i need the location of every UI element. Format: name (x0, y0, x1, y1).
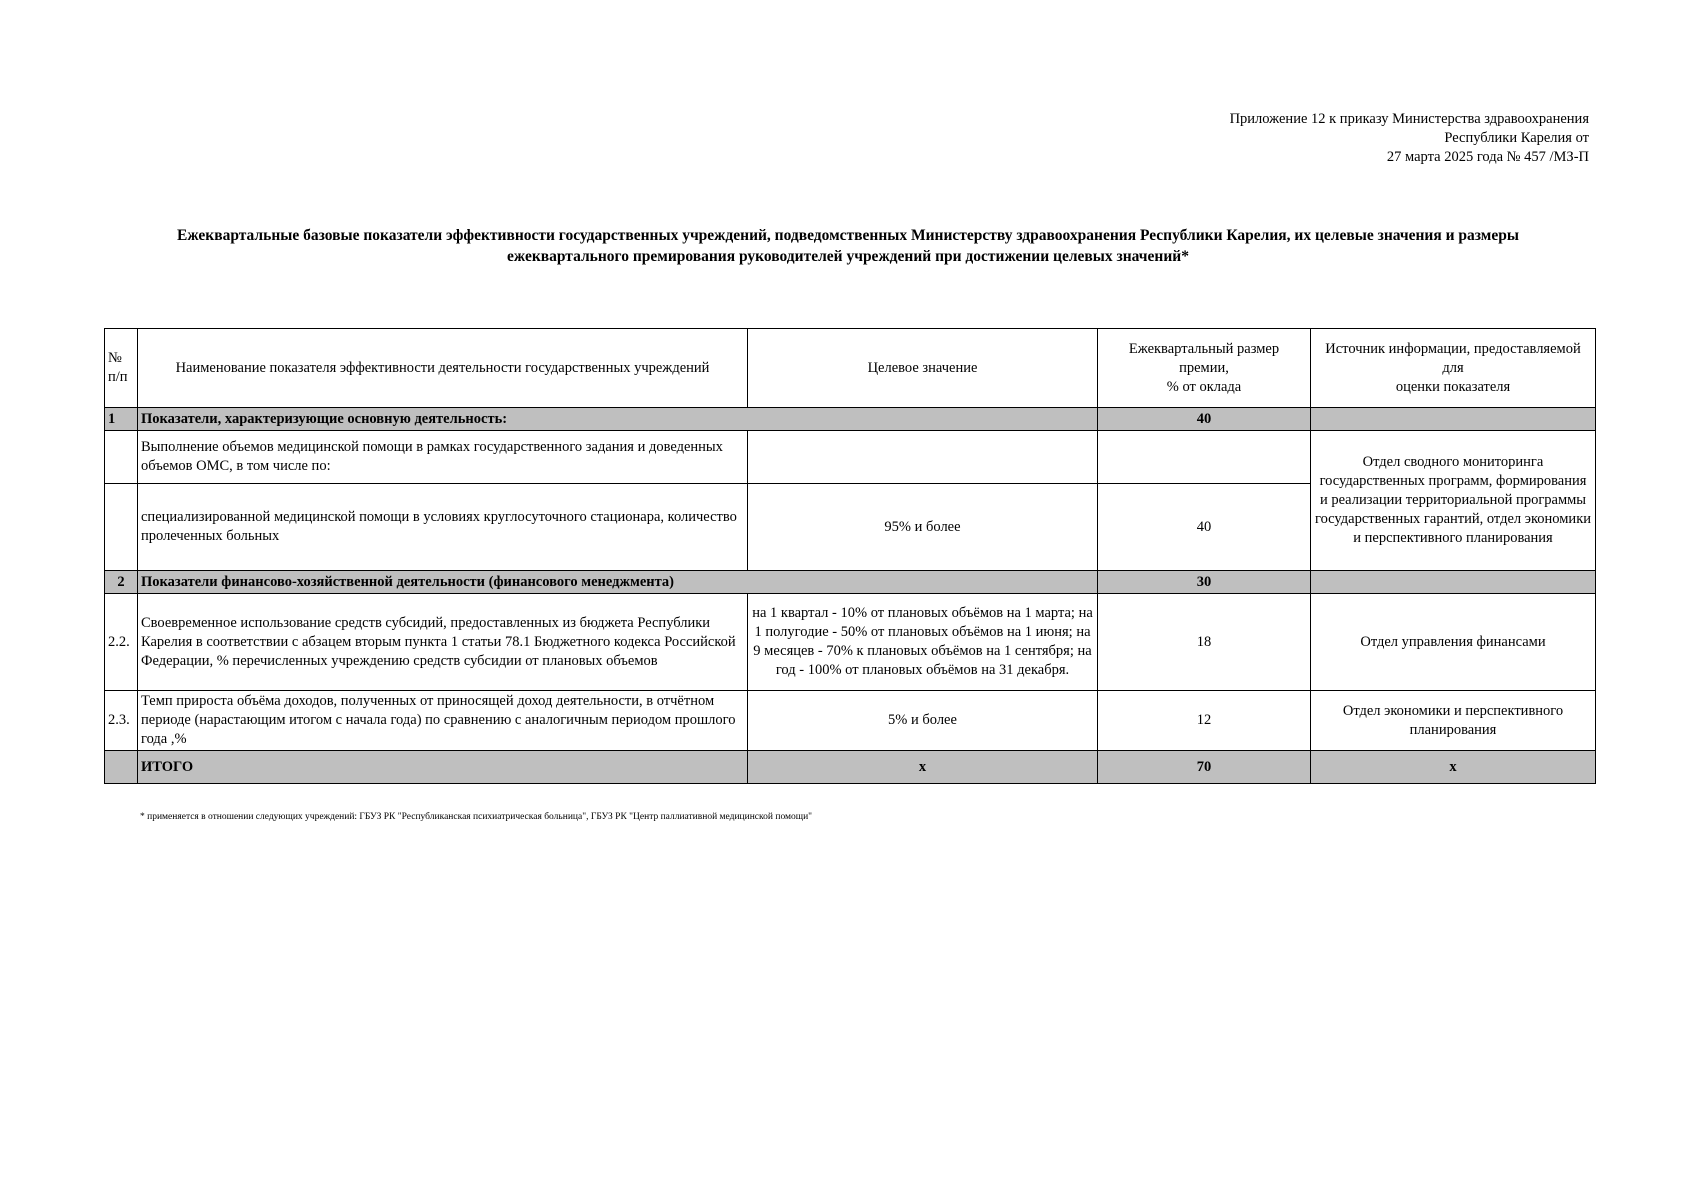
appendix-line-3: 27 марта 2025 года № 457 /МЗ-П (1386, 149, 1589, 165)
total-row (105, 751, 1596, 784)
header-bonus-line-3: % от оклада (1166, 378, 1242, 395)
header-source-line-1: Источник информации, предоставляемой для (1325, 340, 1581, 376)
row-1b-indicator: специализированной медицинской помощи в условиях круглосуточного стационара, количество пролеченных больных (138, 484, 748, 571)
row-23-indicator: Темп прироста объёма доходов, полученных от приносящей доход деятельности, в отчётном периоде (нарастающим итогом с начала года) по сравнению с аналогичным периодом прошлого года ,% (138, 691, 748, 751)
header-number-line-1: № (108, 350, 122, 366)
section-1-target-blank (748, 408, 1098, 431)
appendix-line-2: Республики Карелия от (1444, 130, 1589, 146)
header-bonus-size (1098, 329, 1311, 408)
total-target: х (748, 751, 1098, 784)
row-22-info-source: Отдел управления финансами (1311, 594, 1596, 691)
section-2-bonus: 30 (1098, 571, 1311, 594)
row-1a-bonus (1098, 431, 1311, 484)
header-target-value: Целевое значение (748, 329, 1098, 408)
row-1a-indicator: Выполнение объемов медицинской помощи в рамках государственного задания и доведенных объемов ОМС, в том числе по: (138, 431, 748, 484)
appendix-reference (1230, 110, 1589, 167)
total-label: ИТОГО (138, 751, 748, 784)
section-2-target-blank (748, 571, 1098, 594)
row-22-bonus: 18 (1098, 594, 1311, 691)
row-23-target: 5% и более (748, 691, 1098, 751)
table-row (105, 431, 1596, 484)
section-row-1 (105, 408, 1596, 431)
section-row-2 (105, 571, 1596, 594)
total-source: х (1311, 751, 1596, 784)
row-22-number: 2.2. (105, 594, 138, 691)
header-bonus-line-2: премии, (1179, 359, 1229, 376)
footnote: * применяется в отношении следующих учреждений: ГБУЗ РК "Республиканская психиатрическая больница", ГБУЗ РК "Центр паллиативной медицинской помощи" (140, 812, 813, 822)
row-23-bonus: 12 (1098, 691, 1311, 751)
row-1a-number (105, 431, 138, 484)
table-row (105, 594, 1596, 691)
document-title (120, 225, 1576, 267)
section-2-number: 2 (105, 571, 138, 594)
section-2-source-blank (1311, 571, 1596, 594)
row-1b-number (105, 484, 138, 571)
row-1b-bonus: 40 (1098, 484, 1311, 571)
appendix-line-1: Приложение 12 к приказу Министерства здравоохранения (1229, 111, 1589, 127)
total-bonus: 70 (1098, 751, 1311, 784)
section-1-source-blank (1311, 408, 1596, 431)
row-23-number: 2.3. (105, 691, 138, 751)
header-source-line-2: оценки показателя (1395, 378, 1511, 395)
header-info-source (1311, 329, 1596, 408)
row-1b-target: 95% и более (748, 484, 1098, 571)
row-1-info-source: Отдел сводного мониторинга государственных программ, формирования и реализации территориальной программы государственных гарантий, отдел экономики и перспективного планирования (1311, 431, 1596, 571)
row-22-target: на 1 квартал - 10% от плановых объёмов на 1 марта; на 1 полугодие - 50% от плановых объёмов на 1 июня; на 9 месяцев - 70% к плановых объёмов на 1 сентября; на год - 100% от плановых объёмов на 31 декабря. (748, 594, 1098, 691)
row-1a-target (748, 431, 1098, 484)
section-1-bonus: 40 (1098, 408, 1311, 431)
table-row (105, 691, 1596, 751)
header-number (105, 329, 138, 408)
header-indicator-name: Наименование показателя эффективности деятельности государственных учреждений (138, 329, 748, 408)
indicators-table (104, 328, 1596, 784)
table-header-row (105, 329, 1596, 408)
row-22-indicator: Своевременное использование средств субсидий, предоставленных из бюджета Республики Карелия в соответствии с абзацем вторым пункта 1 статьи 78.1 Бюджетного кодекса Российской Федерации, % перечисленных учреждению средств субсидии от плановых объемов (138, 594, 748, 691)
header-number-line-2: п/п (108, 369, 128, 385)
section-1-number: 1 (105, 408, 138, 431)
title-line-1: Ежеквартальные базовые показатели эффективности государственных учреждений, подведомственных Министерству здравоохранения Республики Карелия, их целевые значения и размеры (177, 227, 1519, 244)
title-line-2: ежеквартального премирования руководителей учреждений при достижении целевых значений* (507, 248, 1189, 265)
section-1-title: Показатели, характеризующие основную деятельность: (138, 408, 748, 431)
section-2-title: Показатели финансово-хозяйственной деятельности (финансового менеджмента) (138, 571, 748, 594)
header-bonus-line-1: Ежеквартальный размер (1128, 340, 1280, 357)
total-number-blank (105, 751, 138, 784)
row-23-info-source: Отдел экономики и перспективного планирования (1311, 691, 1596, 751)
